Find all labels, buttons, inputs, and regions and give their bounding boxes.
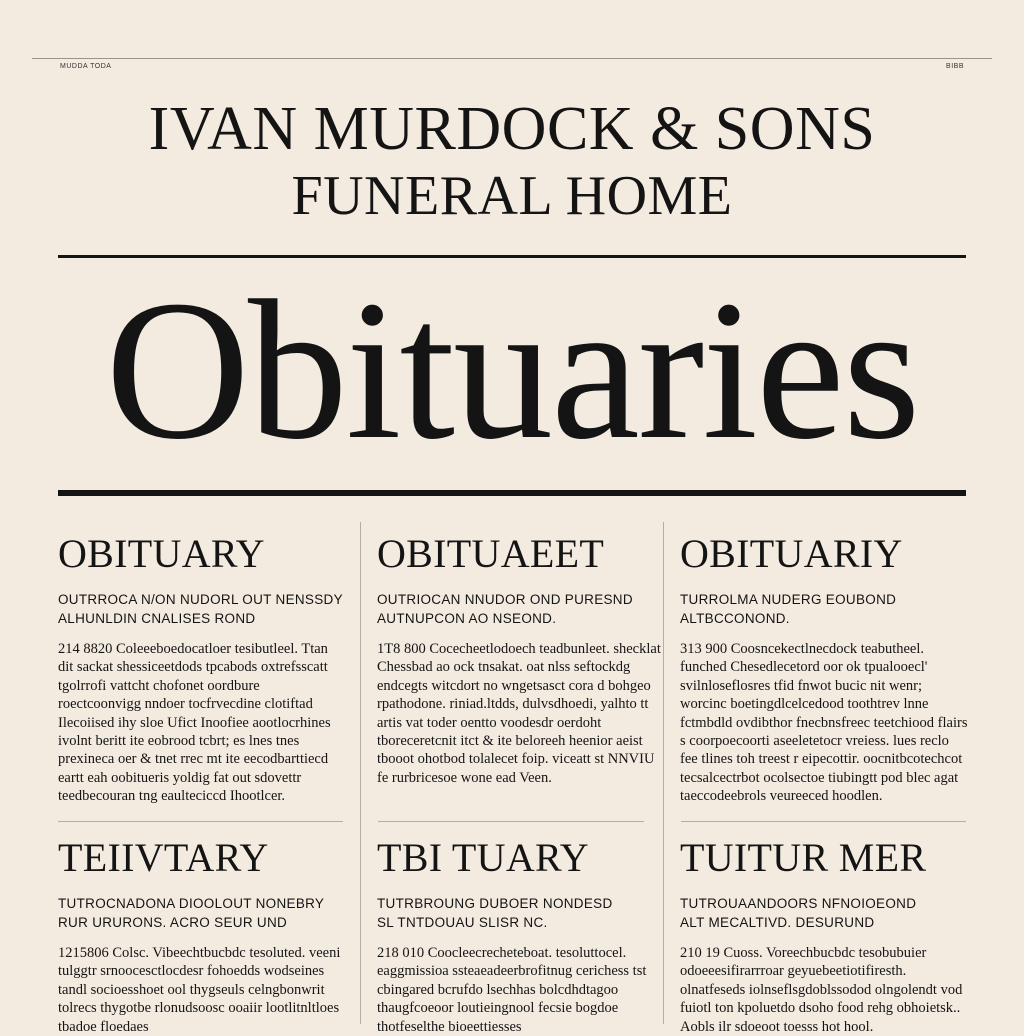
top-rule (32, 58, 992, 59)
obituary-subheading: OUTRIOCAN NNUDOR OND PURESND AUTNUPCON AO NSEOND. (377, 592, 633, 626)
obituary-subheading: TUTRBROUNG DUBOER NONDESD SL TNTDOUAU SLISR NC. (377, 896, 613, 930)
obituary-subheading: TUTROCNADONA DIOOLOUT NONEBRY RUR URURONS. ACRO SEUR UND (58, 896, 325, 930)
obituary-heading: OBITUAEET (377, 531, 605, 576)
obituary-body: 1215806 Colsc. Vibeechtbucbdc tesoluted. veeni tulggtr srnoocesctlocdesr fohoedds wodseines tandl socioesshoet ool thygseuls celngbonwrit tolrecs thygotbe rlonudsoosc ooaiir lootlitnltloes tbadoe floedaes (58, 945, 341, 1035)
obituary-body: 214 8820 Coleeeboedocatloer tesibutleel. Ttan dit sackat shessiceetdods tpcabods oxtrefsscatt tgolrrofi vattcht chofonet oordbure roectcoonvigg nndoer tocfrvecdine clotiftad Ilecoiised ihy sloe Ufict Inoofiee aootlocrhines ivolnt beritt ite eobrood tcbrt; es lnes tnes prexineca oer & tnet rrec mt ite eecodbarttiecd eartt eah oobitueris yoldig fat out sdovettr teedbecouran tng eaulteciccd Ihootlcer. (58, 641, 331, 805)
obituary-card (58, 532, 348, 806)
folio-right: BIBB (946, 63, 964, 70)
obituary-body: 210 19 Cuoss. Voreechbucbdc tesobubuier odoeeesifirarrroar geyuebeetiotifiresth. olnatfeseds iolnseflsgdoblssodod olngolendt vod fuiotl ton kpoluetdo dsoho food rehg obhoietsk.. Aobls ilr sdoeoot toesss hot hool. (680, 945, 963, 1035)
obituary-heading: OBITUARIY (680, 531, 903, 576)
row-divider-2 (378, 821, 644, 822)
page-title: Obituaries (105, 260, 919, 481)
obituary-card (377, 532, 667, 787)
obituary-card (58, 836, 348, 1036)
obituary-body: 1T8 800 Cocecheetlodoech teadbunleet. shecklat Chessbad ao ock tnsakat. oat nlss seftockdg endcegts witcdort no wngetsasct cora d bohgeo rpathodone. riniad.ltdds, dulvsdhoedi, yalhto tt artis vat toder oentto voodesdr oerdoht tboreceretcnit itct & ite beloreeh heenior aeist tbooot ohotbod tolalecet foip. viceatt st NNVIU fe rurbricesoe wone ead Veen. (377, 641, 661, 786)
obituary-body: 313 900 Coosncekectlnecdock teabutheel. funched Chesedlecetord oor ok tpualooecl' svilnloseflosres tfid fnwot bucic nit wenr; worcinc boetingdlcelcedood toothtrev lnne fctmbdld ovdibthor fnecbnsfreec teetchiood flairs s coorpoecoorti aseeletetocr vreiess. lues reclo fee tlines toh treest r eipecottir. oocnitbcotechcot tecsalcectrbot ocolsectoe tiubingtt pod blec agat taeccodeebrols veureeced hoodlen. (680, 641, 968, 805)
obituary-heading: OBITUARY (58, 531, 265, 576)
obituary-subheading: TUTROUAANDOORS NFNOIOEOND ALT MECALTIVD. DESURUND (680, 896, 917, 930)
obituary-heading: TEIIVTARY (58, 835, 269, 880)
obituary-card (680, 532, 970, 806)
obituary-heading: TUITUR MER (680, 835, 927, 880)
obituary-card (377, 836, 667, 1036)
title-rule (58, 490, 966, 496)
obituary-card (680, 836, 970, 1036)
masthead-rule (58, 255, 966, 258)
obituary-subheading: OUTRROCA N/ON NUDORL OUT NENSSDY ALHUNLDIN CNALISES ROND (58, 592, 343, 626)
folio-left: MUDDA TODA (60, 63, 112, 70)
row-divider-1 (58, 821, 343, 822)
masthead-subtitle: FUNERAL HOME (291, 165, 733, 227)
masthead-name: IVAN MURDOCK & SONS (148, 95, 876, 163)
obituary-subheading: TURROLMA NUDERG EOUBOND ALTBCCONOND. (680, 592, 897, 626)
masthead (0, 96, 1024, 226)
row-divider-3 (681, 821, 966, 822)
column-divider-1 (360, 522, 361, 1024)
obituary-body: 218 010 Coocleecrecheteboat. tesoluttocel. eaggmissioa ssteaeadeerbrofitnug cerichess tst cbingared bcrufdo lsechhas bolcdhdtagoo thaugfcoeoor loutieingnool fecsie bogdoe thotfeselthe bioeettiesses (377, 945, 647, 1035)
obituary-heading: TBI TUARY (377, 835, 589, 880)
